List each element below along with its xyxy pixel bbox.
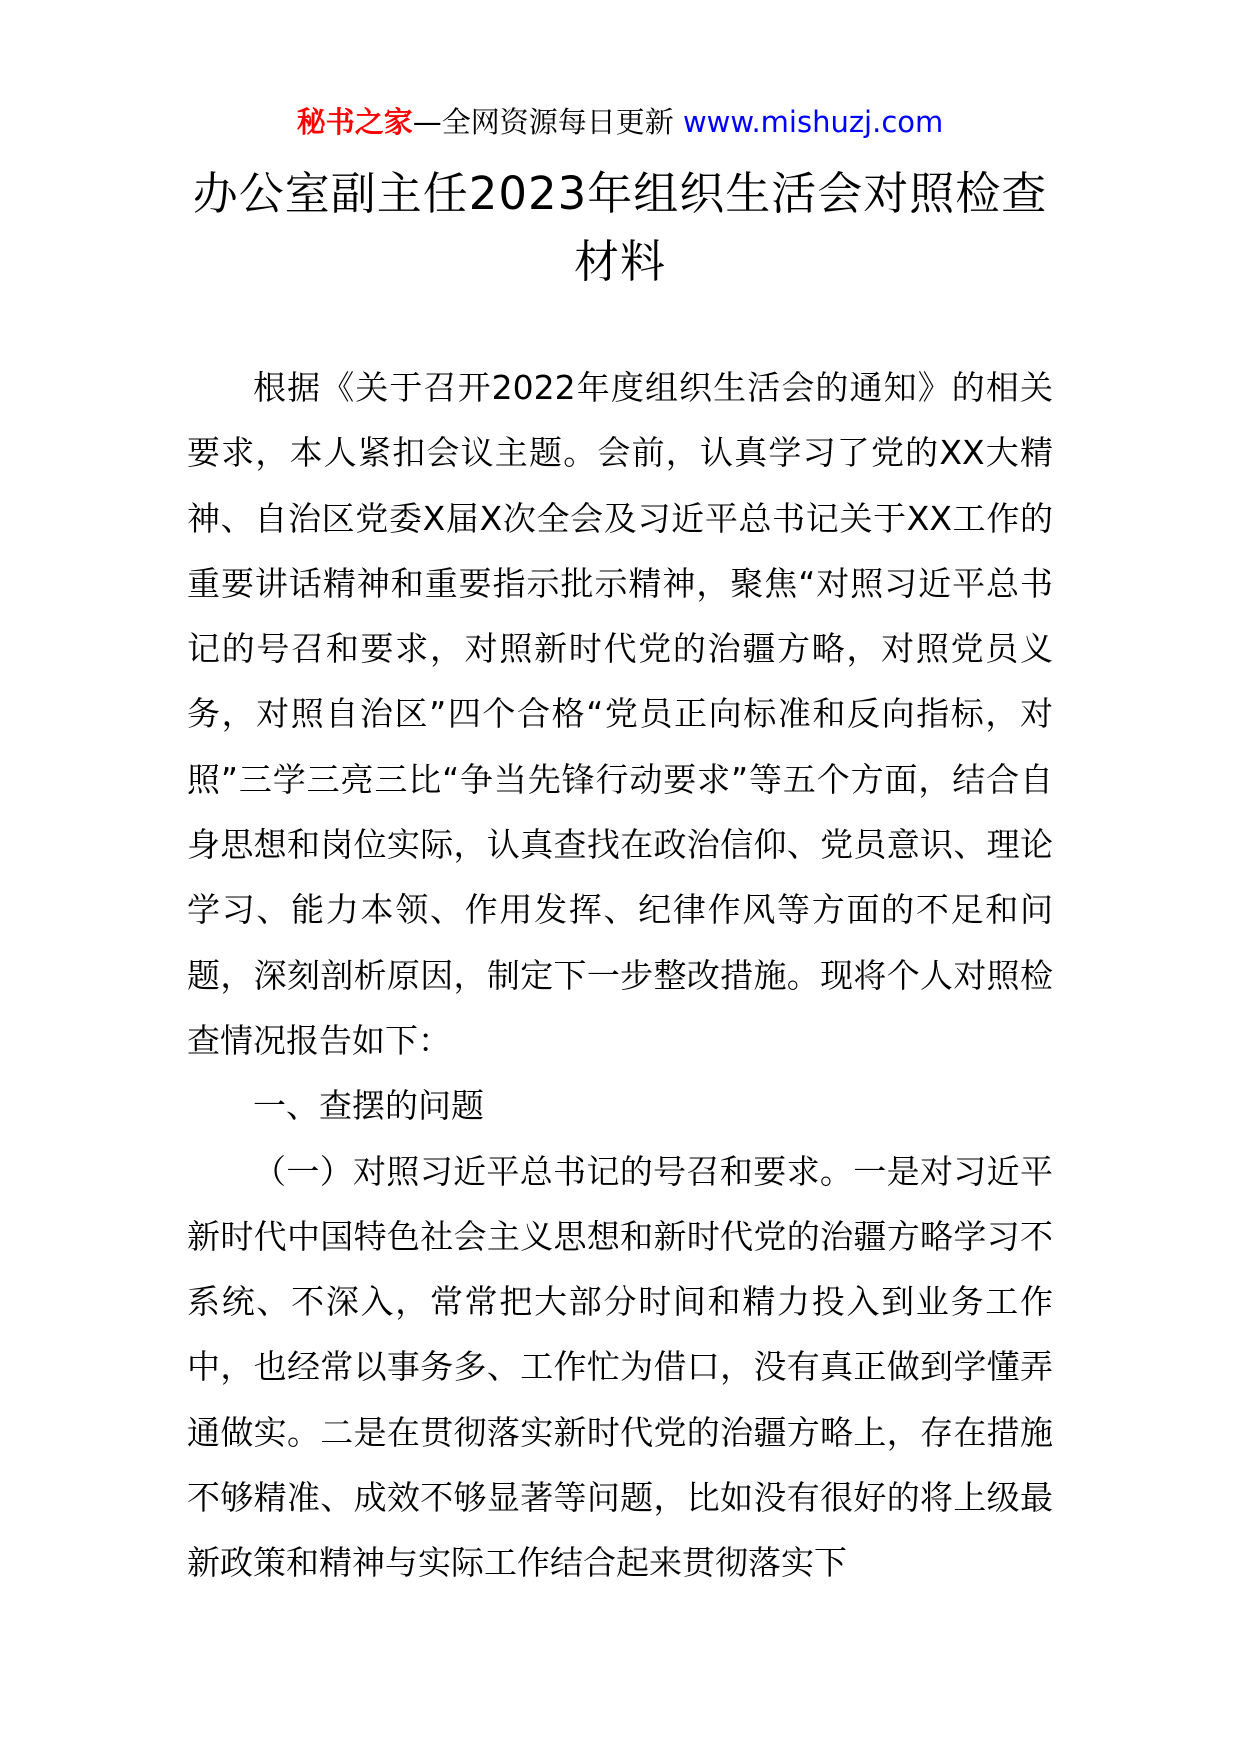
header-slogan: —全网资源每日更新 — [412, 105, 683, 139]
website-link[interactable]: www.mishuzj.com — [682, 105, 944, 139]
brand-name: 秘书之家 — [296, 105, 413, 139]
body-paragraph: （一）对照习近平总书记的号召和要求。一是对习近平新时代中国特色社会主义思想和新时代党的治疆方略学习不系统、不深入，常常把大部分时间和精力投入到业务工作中，也经常以事务多、工作忙为借口，没有真正做到学懂弄通做实。二是在贯彻落实新时代党的治疆方略上，存在措施不够精准、成效不够显著等问题，比如没有很好的将上级最新政策和精神与实际工作结合起来贯彻落实下 — [187, 1151, 1053, 1583]
document-body — [187, 355, 1053, 1596]
watermark-header — [0, 100, 1240, 144]
intro-paragraph: 根据《关于召开2022年度组织生活会的通知》的相关要求，本人紧扣会议主题。会前，认真学习了党的XX大精神、自治区党委X届X次全会及习近平总书记关于XX工作的重要讲话精神和重要指示批示精神，聚焦“对照习近平总书记的号召和要求，对照新时代党的治疆方略，对照党员义务，对照自治区”四个合格“党员正向标准和反向指标，对照”三学三亮三比“争当先锋行动要求”等五个方面，结合自身思想和岗位实际，认真查找在政治信仰、党员意识、理论学习、能力本领、作用发挥、纪律作风等方面的不足和问题，深刻剖析原因，制定下一步整改措施。现将个人对照检查情况报告如下： — [187, 368, 1053, 1060]
document-title: 办公室副主任2023年组织生活会对照检查材料 — [192, 167, 1048, 288]
section-heading: 一、查摆的问题 — [253, 1086, 484, 1126]
